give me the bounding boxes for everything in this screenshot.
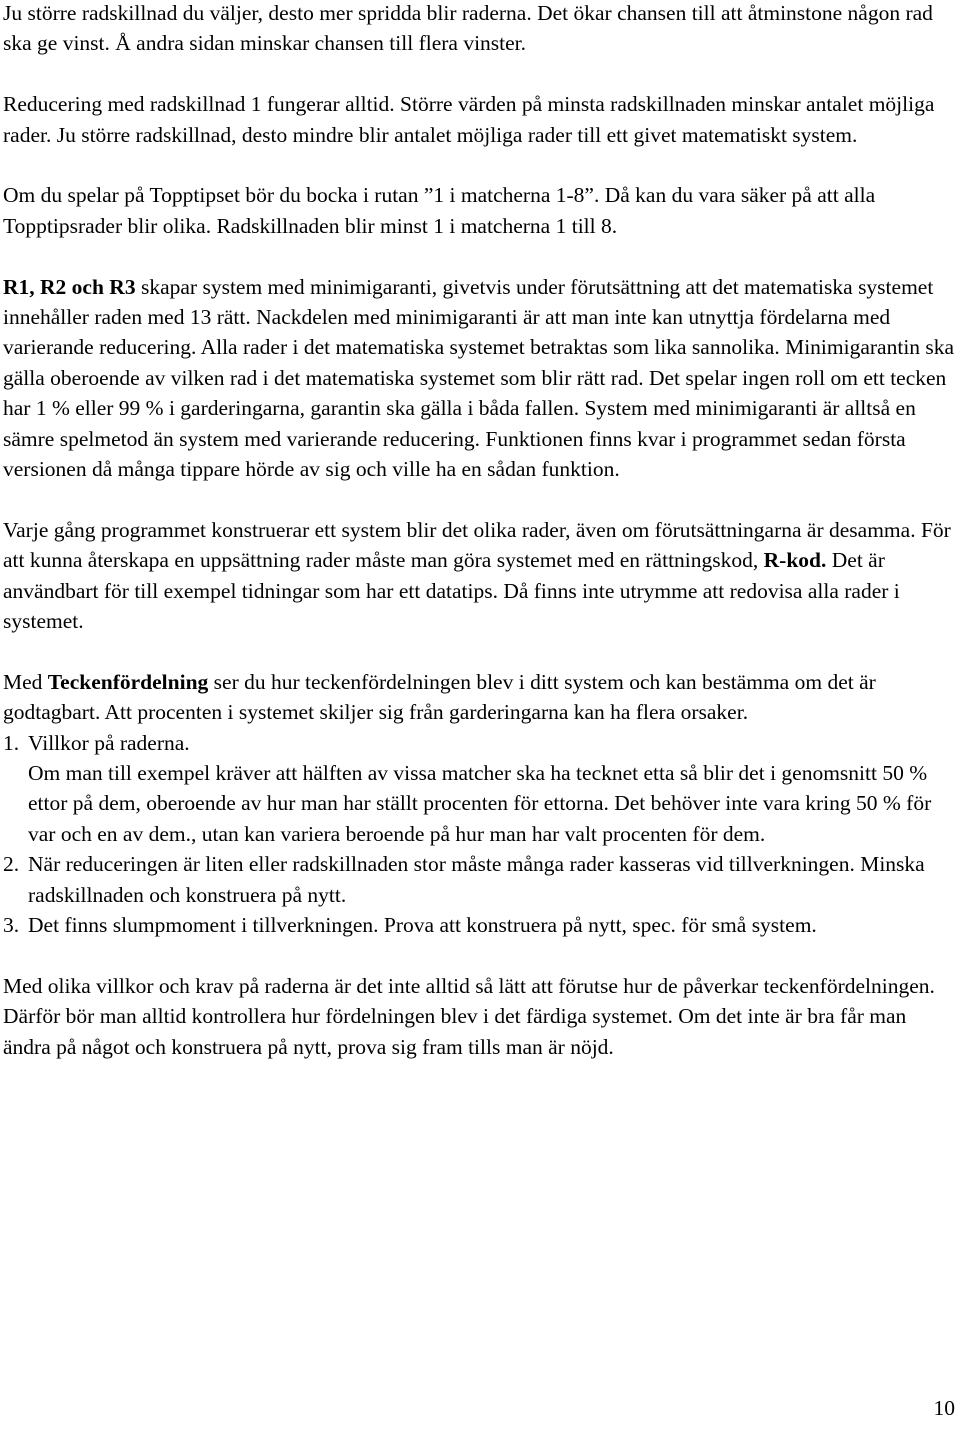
paragraph-r-kod-text-before: Varje gång programmet konstruerar ett system blir det olika rader, även om förutsättningarna är desamma. För att kunna återskapa en uppsättning rader måste man göra systemet med en rättningskod,	[3, 517, 951, 573]
list-item-number: 2.	[3, 852, 20, 877]
paragraph-kontrollera-fordelning: Med olika villkor och krav på raderna är det inte alltid så lätt att förutse hur de påverkar teckenfördelningen. Därför bör man alltid kontrollera hur fördelningen blev i det färdiga systemet. Om det inte är bra får man ändra på något och konstruera på nytt, prova sig fram tills man är nöjd.	[3, 973, 935, 1059]
list-item	[3, 910, 955, 940]
paragraph-teckenfordelning-text-after: ser du hur teckenfördelningen blev i ditt system och kan bestämma om det är godtagbart. Att procenten i systemet skiljer sig från garderingarna kan ha flera orsaker.	[3, 669, 876, 725]
bold-term-teckenfordelning: Teckenfördelning	[47, 669, 209, 694]
list-item-number: 1.	[3, 730, 20, 755]
paragraph-teckenfordelning	[3, 667, 955, 728]
paragraph-reducering-radskillnad: Reducering med radskillnad 1 fungerar alltid. Större värden på minsta radskillnaden minskar antalet möjliga rader. Ju större radskillnad, desto mindre blir antalet möjliga rader till ett givet matematiskt system.	[3, 92, 935, 147]
list-item-text: Om man till exempel kräver att hälften av vissa matcher ska ha tecknet etta så blir det i genomsnitt 50 % ettor på dem, oberoende av hur man har ställt procenten för ettorna. Det behöver inte vara kring 50 % för var och en av dem., utan kan variera beroende på hur man har valt procenten för dem.	[28, 761, 932, 846]
list-item-text: Det finns slumpmoment i tillverkningen. Prova att konstruera på nytt, spec. för små system.	[28, 913, 817, 938]
reasons-list	[3, 728, 955, 941]
paragraph-r-kod-text-after: Det är användbart för till exempel tidningar som har ett datatips. Då finns inte utrymme att redovisa alla rader i systemet.	[3, 548, 900, 634]
paragraph-r-kod	[3, 515, 955, 637]
list-item-number: 3.	[3, 913, 20, 938]
paragraph-radskillnad-spridning: Ju större radskillnad du väljer, desto mer spridda blir raderna. Det ökar chansen till att åtminstone någon rad ska ge vinst. Å andra sidan minskar chansen till flera vinster.	[3, 1, 933, 56]
list-item-heading: Villkor på raderna.	[28, 730, 190, 755]
page-number: 10	[933, 1396, 955, 1420]
bold-term-r1-r2-r3: R1, R2 och R3	[3, 274, 136, 299]
paragraph-minimigaranti	[3, 272, 955, 485]
paragraph-minimigaranti-text: skapar system med minimigaranti, givetvis under förutsättning att det matematiska systemet innehåller raden med 13 rätt. Nackdelen med minimigaranti är att man inte kan utnyttja fördelarna med varierande reducering. Alla rader i det matematiska systemet betraktas som lika sannolika. Minimigarantin ska gälla oberoende av vilken rad i det matematiska systemet som blir rätt rad. Det spelar ingen roll om ett tecken har 1 % eller 99 % i garderingarna, garantin ska gälla i båda fallen. System med minimigaranti är alltså en sämre spelmetod än system med varierande reducering. Funktionen finns kvar i programmet sedan första versionen då många tippare hörde av sig och ville ha en sådan funktion.	[3, 274, 955, 482]
list-item	[3, 849, 955, 910]
list-item	[3, 728, 955, 850]
paragraph-topptipset: Om du spelar på Topptipset bör du bocka i rutan ”1 i matcherna 1-8”. Då kan du vara säker på att alla Topptipsrader blir olika. Radskillnaden blir minst 1 i matcherna 1 till 8.	[3, 183, 876, 238]
document-page	[3, 0, 955, 1093]
bold-term-r-kod: R-kod.	[763, 548, 827, 573]
list-item-text: När reduceringen är liten eller radskillnaden stor måste många rader kasseras vid tillverkningen. Minska radskillnaden och konstruera på nytt.	[28, 852, 925, 907]
paragraph-teckenfordelning-text-before: Med	[3, 669, 48, 694]
